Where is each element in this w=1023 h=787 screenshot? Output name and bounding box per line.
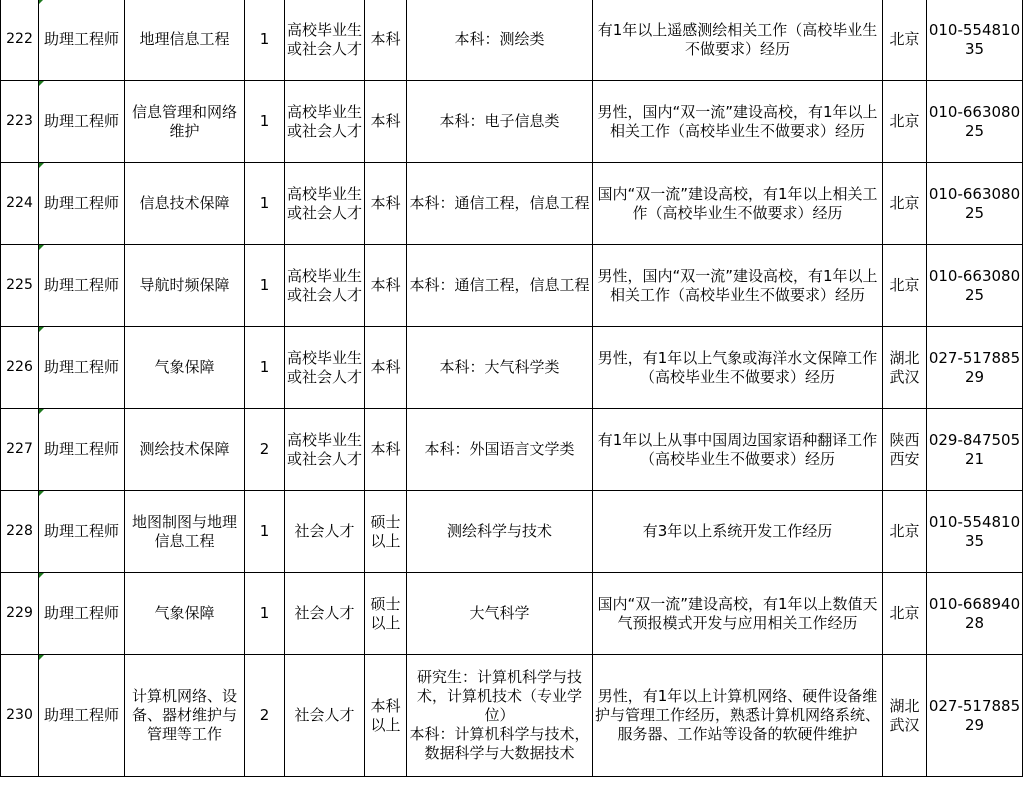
count-cell: 1 <box>245 0 285 81</box>
count-cell: 2 <box>245 655 285 777</box>
row-number-cell: 228 <box>1 491 39 573</box>
requirement-cell: 国内“双一流”建设高校，有1年以上相关工作（高校毕业生不做要求）经历 <box>593 163 883 245</box>
location-cell: 北京 <box>883 163 927 245</box>
position-cell: 助理工程师 <box>39 163 125 245</box>
table-row <box>1 655 1023 777</box>
major-cell: 气象保障 <box>125 573 245 655</box>
table-row <box>1 573 1023 655</box>
table-row <box>1 245 1023 327</box>
location-cell: 北京 <box>883 491 927 573</box>
location-cell: 陕西西安 <box>883 409 927 491</box>
education-cell: 本科 <box>365 0 407 81</box>
position-cell: 助理工程师 <box>39 0 125 81</box>
source-cell: 社会人才 <box>285 655 365 777</box>
position-cell: 助理工程师 <box>39 491 125 573</box>
phone-cell: 027-51788529 <box>927 327 1023 409</box>
count-cell: 1 <box>245 573 285 655</box>
requirement-cell: 男性，国内“双一流”建设高校，有1年以上相关工作（高校毕业生不做要求）经历 <box>593 245 883 327</box>
phone-cell: 010-55481035 <box>927 0 1023 81</box>
position-cell: 助理工程师 <box>39 409 125 491</box>
requirement-cell: 有3年以上系统开发工作经历 <box>593 491 883 573</box>
phone-cell: 010-66308025 <box>927 81 1023 163</box>
major-cell: 地理信息工程 <box>125 0 245 81</box>
source-cell: 社会人才 <box>285 573 365 655</box>
count-cell: 1 <box>245 491 285 573</box>
location-cell: 北京 <box>883 573 927 655</box>
requirement-cell: 有1年以上遥感测绘相关工作（高校毕业生不做要求）经历 <box>593 0 883 81</box>
phone-cell: 010-66308025 <box>927 245 1023 327</box>
table-row <box>1 409 1023 491</box>
major-cell: 测绘技术保障 <box>125 409 245 491</box>
education-cell: 本科 <box>365 163 407 245</box>
phone-cell: 010-55481035 <box>927 491 1023 573</box>
discipline-cell: 本科：电子信息类 <box>407 81 593 163</box>
count-cell: 1 <box>245 163 285 245</box>
phone-cell: 010-66894028 <box>927 573 1023 655</box>
source-cell: 高校毕业生或社会人才 <box>285 0 365 81</box>
source-cell: 高校毕业生或社会人才 <box>285 327 365 409</box>
major-cell: 信息技术保障 <box>125 163 245 245</box>
source-cell: 高校毕业生或社会人才 <box>285 81 365 163</box>
location-cell: 湖北武汉 <box>883 655 927 777</box>
education-cell: 硕士以上 <box>365 573 407 655</box>
row-number-cell: 229 <box>1 573 39 655</box>
major-cell: 气象保障 <box>125 327 245 409</box>
source-cell: 高校毕业生或社会人才 <box>285 163 365 245</box>
discipline-cell: 本科：通信工程，信息工程 <box>407 245 593 327</box>
education-cell: 本科 <box>365 245 407 327</box>
education-cell: 本科 <box>365 327 407 409</box>
source-cell: 高校毕业生或社会人才 <box>285 245 365 327</box>
source-cell: 高校毕业生或社会人才 <box>285 409 365 491</box>
position-cell: 助理工程师 <box>39 81 125 163</box>
position-cell: 助理工程师 <box>39 245 125 327</box>
table-row <box>1 163 1023 245</box>
location-cell: 北京 <box>883 245 927 327</box>
row-number-cell: 224 <box>1 163 39 245</box>
table-row <box>1 491 1023 573</box>
education-cell: 本科 <box>365 409 407 491</box>
table-row <box>1 81 1023 163</box>
requirement-cell: 男性，有1年以上气象或海洋水文保障工作（高校毕业生不做要求）经历 <box>593 327 883 409</box>
discipline-cell: 本科：大气科学类 <box>407 327 593 409</box>
row-number-cell: 225 <box>1 245 39 327</box>
row-number-cell: 223 <box>1 81 39 163</box>
major-cell: 地图制图与地理信息工程 <box>125 491 245 573</box>
major-cell: 导航时频保障 <box>125 245 245 327</box>
row-number-cell: 227 <box>1 409 39 491</box>
table-row <box>1 327 1023 409</box>
table-row <box>1 0 1023 81</box>
discipline-cell: 测绘科学与技术 <box>407 491 593 573</box>
phone-cell: 029-84750521 <box>927 409 1023 491</box>
count-cell: 1 <box>245 81 285 163</box>
source-cell: 社会人才 <box>285 491 365 573</box>
discipline-cell: 研究生：计算机科学与技术，计算机技术（专业学位） 本科：计算机科学与技术，数据科学与大数据技术 <box>407 655 593 777</box>
phone-cell: 010-66308025 <box>927 163 1023 245</box>
count-cell: 1 <box>245 327 285 409</box>
position-cell: 助理工程师 <box>39 655 125 777</box>
education-cell: 硕士以上 <box>365 491 407 573</box>
discipline-cell: 本科：测绘类 <box>407 0 593 81</box>
education-cell: 本科以上 <box>365 655 407 777</box>
requirement-cell: 男性，国内“双一流”建设高校，有1年以上相关工作（高校毕业生不做要求）经历 <box>593 81 883 163</box>
education-cell: 本科 <box>365 81 407 163</box>
requirement-cell: 男性，有1年以上计算机网络、硬件设备维护与管理工作经历，熟悉计算机网络系统、服务器、工作站等设备的软硬件维护 <box>593 655 883 777</box>
count-cell: 1 <box>245 245 285 327</box>
count-cell: 2 <box>245 409 285 491</box>
position-cell: 助理工程师 <box>39 327 125 409</box>
discipline-cell: 本科：通信工程，信息工程 <box>407 163 593 245</box>
position-cell: 助理工程师 <box>39 573 125 655</box>
location-cell: 湖北武汉 <box>883 327 927 409</box>
location-cell: 北京 <box>883 0 927 81</box>
row-number-cell: 230 <box>1 655 39 777</box>
requirement-cell: 国内“双一流”建设高校，有1年以上数值天气预报模式开发与应用相关工作经历 <box>593 573 883 655</box>
table-body <box>1 0 1023 777</box>
major-cell: 计算机网络、设备、器材维护与管理等工作 <box>125 655 245 777</box>
phone-cell: 027-51788529 <box>927 655 1023 777</box>
discipline-cell: 本科：外国语言文学类 <box>407 409 593 491</box>
row-number-cell: 222 <box>1 0 39 81</box>
location-cell: 北京 <box>883 81 927 163</box>
requirement-cell: 有1年以上从事中国周边国家语种翻译工作（高校毕业生不做要求）经历 <box>593 409 883 491</box>
row-number-cell: 226 <box>1 327 39 409</box>
discipline-cell: 大气科学 <box>407 573 593 655</box>
major-cell: 信息管理和网络维护 <box>125 81 245 163</box>
